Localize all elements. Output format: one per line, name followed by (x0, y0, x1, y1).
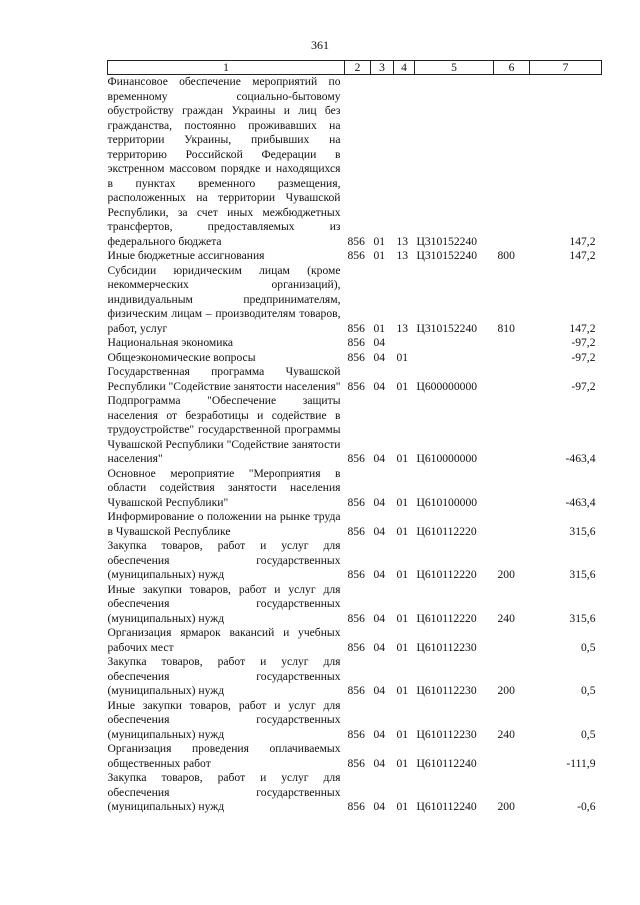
row-section: 04 (373, 379, 386, 393)
row-subsection: 01 (396, 800, 409, 813)
header-col-6: 6 (494, 61, 530, 75)
row-section: 04 (373, 640, 386, 654)
row-subsection: 01 (396, 727, 409, 741)
row-section: 04 (373, 452, 386, 465)
table-row (108, 75, 602, 250)
row-subsection: 01 (396, 379, 409, 393)
table-row (108, 510, 602, 539)
row-section: 04 (373, 684, 386, 697)
row-target-article: Ц610112240 (416, 756, 477, 770)
table-row (108, 771, 602, 815)
row-target-article: Ц610112220 (416, 524, 477, 538)
row-target-article: Ц610112230 (416, 727, 477, 741)
table-row (108, 351, 602, 366)
row-name: Организация ярмарок вакансий и учебных рабочих мест (107, 626, 341, 654)
row-subsection: 13 (396, 249, 409, 262)
row-subsection: 01 (396, 611, 409, 625)
table-row (108, 264, 602, 337)
table-row (108, 626, 602, 655)
table-row (108, 742, 602, 771)
row-name: Иные закупки товаров, работ и услуг для обеспечения государственных (муниципальных) нужд (107, 698, 341, 741)
row-section: 04 (373, 336, 386, 349)
row-section: 01 (373, 321, 386, 335)
row-subsection: 01 (396, 568, 409, 581)
row-section: 01 (373, 249, 386, 262)
row-subsection: 01 (396, 756, 409, 770)
page-number: 361 (311, 38, 329, 52)
row-section: 04 (373, 495, 386, 509)
row-name: Иные закупки товаров, работ и услуг для обеспечения государственных (муниципальных) нужд (107, 582, 341, 625)
row-name: Закупка товаров, работ и услуг для обеспечения государственных (муниципальных) нужд (107, 539, 341, 581)
row-amount: -97,2 (571, 350, 596, 364)
row-subsection: 01 (396, 684, 409, 697)
row-amount: 0,5 (581, 684, 596, 697)
row-expense-type (494, 75, 530, 250)
header-row (108, 61, 602, 75)
row-target-article (415, 351, 494, 366)
row-expense-type (494, 365, 530, 394)
row-expense-type (494, 510, 530, 539)
row-name: Организация проведения оплачиваемых общественных работ (107, 742, 341, 770)
row-section: 04 (373, 524, 386, 538)
row-section: 04 (373, 727, 386, 741)
row-amount: 0,5 (581, 640, 596, 654)
row-section: 04 (373, 756, 386, 770)
row-section: 01 (373, 234, 386, 248)
row-amount: 147,2 (569, 249, 596, 262)
row-name: Национальная экономика (107, 336, 234, 349)
table-row (108, 699, 602, 743)
row-admin-code: 856 (347, 350, 365, 364)
row-admin-code: 856 (347, 800, 365, 813)
header-col-1: 1 (108, 61, 345, 75)
row-subsection: 01 (396, 524, 409, 538)
header-col-2: 2 (345, 61, 371, 75)
row-expense-type: 810 (497, 321, 515, 335)
row-amount: -0,6 (577, 800, 596, 813)
table-row (108, 539, 602, 583)
row-target-article: Ц610112230 (416, 684, 477, 697)
row-admin-code: 856 (347, 727, 365, 741)
row-target-article: Ц610000000 (416, 452, 478, 465)
row-expense-type: 240 (497, 727, 515, 741)
row-amount: 147,2 (569, 234, 596, 248)
row-target-article: Ц310152240 (416, 249, 478, 262)
row-name: Государственная программа Чувашской Республики "Содействие занятости населения" (107, 365, 341, 393)
row-expense-type (494, 351, 530, 366)
row-admin-code: 856 (347, 321, 365, 335)
row-target-article: Ц310152240 (416, 321, 478, 335)
row-amount: -463,4 (565, 495, 596, 509)
row-expense-type (494, 467, 530, 511)
row-amount: -111,9 (566, 756, 596, 770)
row-name: Иные бюджетные ассигнования (107, 249, 265, 262)
row-subsection: 13 (396, 234, 409, 248)
row-target-article: Ц600000000 (416, 379, 478, 393)
header-col-3: 3 (371, 61, 394, 75)
row-name: Общеэкономические вопросы (107, 350, 256, 364)
row-target-article (415, 336, 494, 351)
row-section: 04 (373, 800, 386, 813)
row-target-article: Ц610112230 (416, 640, 477, 654)
row-admin-code: 856 (347, 611, 365, 625)
row-subsection: 13 (396, 321, 409, 335)
row-subsection (394, 336, 415, 351)
row-name: Основное мероприятие "Мероприятия в области содействия занятости населения Чувашской Республики" (107, 466, 341, 509)
budget-table (107, 60, 602, 815)
row-admin-code: 856 (347, 234, 365, 248)
row-admin-code: 856 (347, 452, 365, 465)
row-amount: 315,6 (569, 611, 596, 625)
table-row (108, 583, 602, 627)
row-admin-code: 856 (347, 379, 365, 393)
table-row (108, 655, 602, 699)
table-header (108, 61, 602, 75)
row-subsection: 01 (396, 452, 409, 465)
row-amount: 315,6 (569, 524, 596, 538)
row-admin-code: 856 (347, 495, 365, 509)
row-admin-code: 856 (347, 756, 365, 770)
row-target-article: Ц610112220 (416, 568, 477, 581)
row-expense-type: 200 (497, 684, 515, 697)
row-name: Информирование о положении на рынке труда в Чувашской Республике (107, 510, 341, 538)
table-row (108, 467, 602, 511)
row-expense-type (494, 626, 530, 655)
row-amount: -97,2 (571, 336, 596, 349)
row-expense-type: 800 (497, 249, 515, 262)
row-target-article: Ц310152240 (416, 234, 478, 248)
row-expense-type: 200 (497, 800, 515, 813)
row-expense-type: 240 (497, 611, 515, 625)
row-amount: 315,6 (569, 568, 596, 581)
table-row (108, 249, 602, 264)
row-subsection: 01 (396, 495, 409, 509)
row-amount: -97,2 (571, 379, 596, 393)
row-admin-code: 856 (347, 684, 365, 697)
row-target-article: Ц610100000 (416, 495, 478, 509)
row-admin-code: 856 (347, 524, 365, 538)
row-name: Субсидии юридическим лицам (кроме некоммерческих организаций), индивидуальным предпринимателям, физическим лицам – производителям товаров, работ, услуг (107, 263, 341, 335)
row-admin-code: 856 (347, 568, 365, 581)
row-section: 04 (373, 568, 386, 581)
table-body (108, 75, 602, 815)
row-expense-type (494, 394, 530, 467)
row-subsection: 01 (396, 640, 409, 654)
table-row (108, 365, 602, 394)
row-admin-code: 856 (347, 336, 365, 349)
row-amount: 147,2 (569, 321, 596, 335)
row-subsection: 01 (396, 350, 409, 364)
header-col-4: 4 (394, 61, 415, 75)
row-expense-type (494, 336, 530, 351)
table-row (108, 394, 602, 467)
row-expense-type: 200 (497, 568, 515, 581)
row-target-article: Ц610112220 (416, 611, 477, 625)
row-name: Закупка товаров, работ и услуг для обеспечения государственных (муниципальных) нужд (107, 655, 341, 697)
row-name: Финансовое обеспечение мероприятий по временному социально-бытовому обустройству граждан Украины и лиц без гражданства, постоянно проживавших на территории Украины, прибывших на территорию Российской Федерации в экстренном массовом порядке и находящихся в пунктах временного размещения, расположенных на территории Чувашской Республики, за счет иных межбюджетных трансфертов, предоставляемых из федерального бюджета (107, 75, 341, 248)
row-amount: -463,4 (565, 452, 596, 465)
row-name: Закупка товаров, работ и услуг для обеспечения государственных (муниципальных) нужд (107, 771, 341, 813)
row-expense-type (494, 742, 530, 771)
row-amount: 0,5 (581, 727, 596, 741)
table-row (108, 336, 602, 351)
row-section: 04 (373, 611, 386, 625)
row-name: Подпрограмма "Обеспечение защиты населения от безработицы и содействие в трудоустройстве" государственной программы Чувашской Республики "Содействие занятости населения" (107, 394, 341, 465)
header-col-5: 5 (415, 61, 494, 75)
row-target-article: Ц610112240 (416, 800, 477, 813)
row-section: 04 (373, 350, 386, 364)
row-admin-code: 856 (347, 249, 365, 262)
row-admin-code: 856 (347, 640, 365, 654)
header-col-7: 7 (530, 61, 602, 75)
